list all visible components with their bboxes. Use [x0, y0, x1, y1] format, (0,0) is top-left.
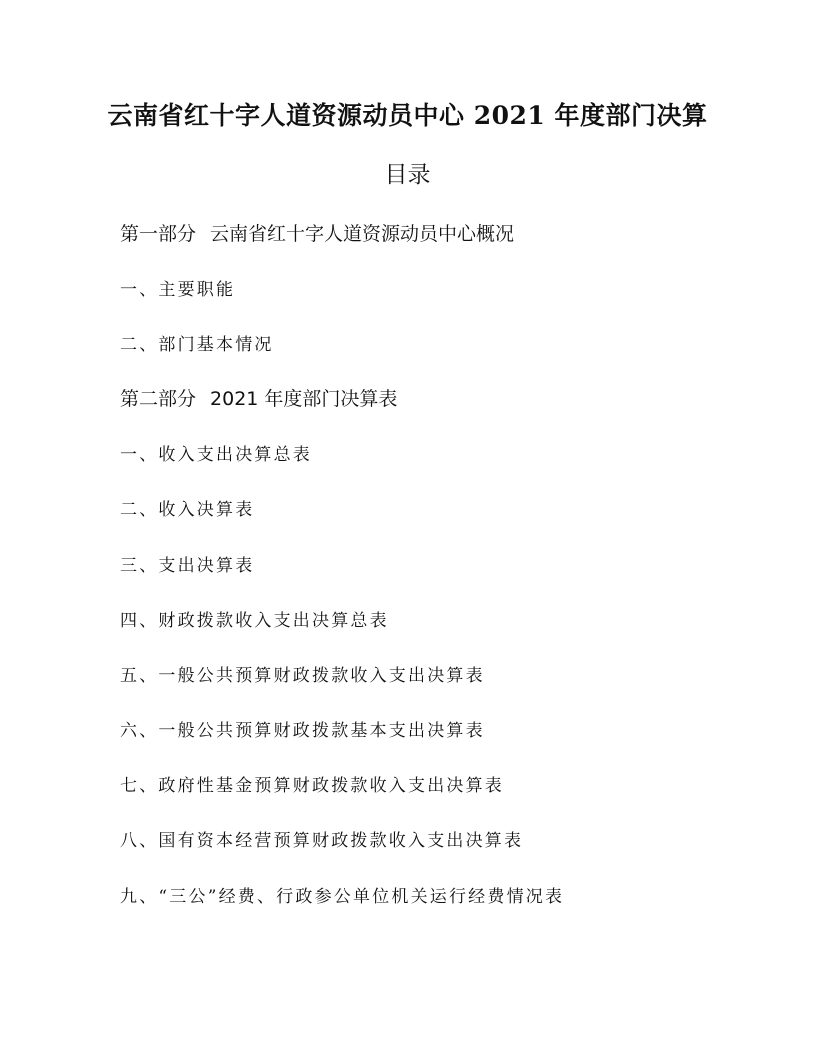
toc-item: 三、支出决算表	[120, 556, 255, 576]
section-title: 云南省红十字人道资源动员中心概况	[210, 223, 515, 245]
toc-item: 二、收入决算表	[120, 500, 255, 520]
toc-item: 一、主要职能	[120, 280, 236, 300]
toc-item: 六、一般公共预算财政拨款基本支出决算表	[120, 721, 485, 741]
toc-item: 七、政府性基金预算财政拨款收入支出决算表	[120, 776, 504, 796]
toc-item: 九、“三公”经费、行政参公单位机关运行经费情况表	[120, 887, 565, 907]
document-title: 云南省红十字人道资源动员中心 2021 年度部门决算	[107, 101, 708, 130]
toc-item: 八、国有资本经营预算财政拨款收入支出决算表	[120, 831, 524, 851]
section-heading-part-2	[120, 385, 397, 413]
section-heading-part-1	[120, 220, 514, 248]
section-label: 第二部分	[120, 388, 197, 410]
section-label: 第一部分	[120, 223, 197, 245]
toc-heading: 目录	[384, 162, 431, 188]
toc-item: 四、财政拨款收入支出决算总表	[120, 611, 389, 631]
toc-item: 一、收入支出决算总表	[120, 445, 312, 465]
section-title: 2021 年度部门决算表	[210, 388, 398, 410]
toc-item: 二、部门基本情况	[120, 335, 274, 355]
toc-item: 五、一般公共预算财政拨款收入支出决算表	[120, 666, 485, 686]
